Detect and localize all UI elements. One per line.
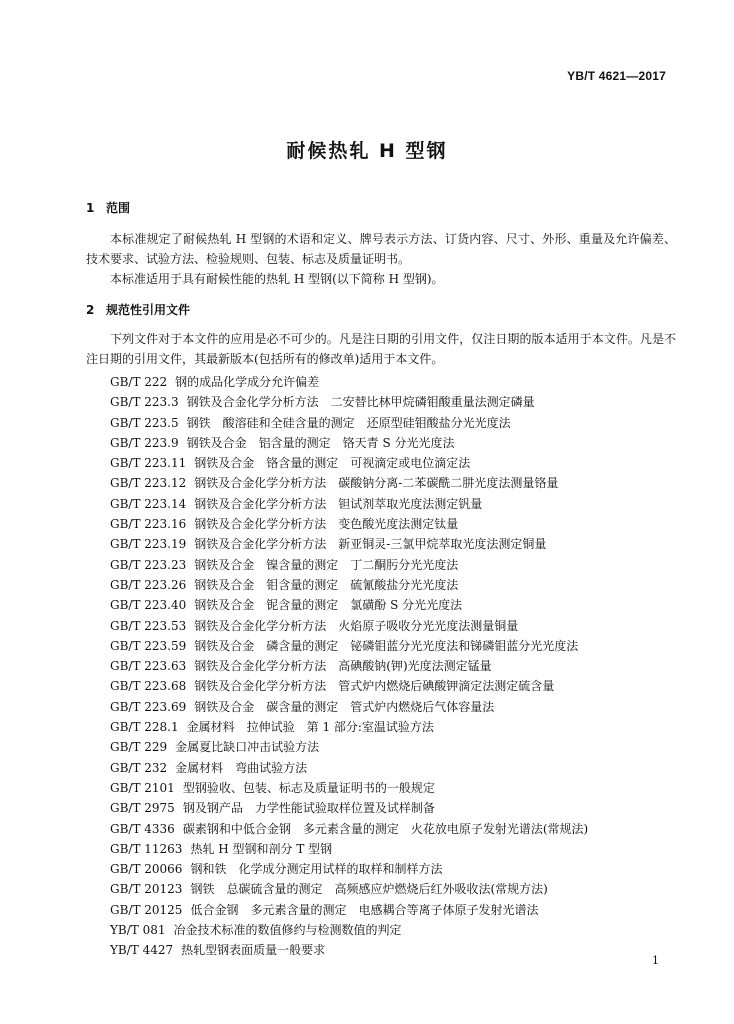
reference-code: GB/T 223.11 — [110, 456, 187, 471]
reference-item — [110, 879, 588, 899]
standard-code: YB/T 4621—2017 — [567, 69, 666, 83]
reference-code: YB/T 081 — [110, 923, 166, 938]
reference-title: 钢铁及合金 铝含量的测定 铬天青 S 分光光度法 — [186, 435, 455, 450]
reference-code: GB/T 223.63 — [110, 659, 187, 674]
reference-item — [110, 758, 588, 778]
reference-code: GB/T 223.5 — [110, 415, 179, 430]
reference-title: 钢铁及合金 碳含量的测定 管式炉内燃烧后气体容量法 — [194, 699, 495, 714]
reference-code: GB/T 229 — [110, 740, 168, 755]
references-intro-paragraph: 下列文件对于本文件的应用是必不可少的。凡是注日期的引用文件，仅注日期的版本适用于本文件。凡是不注日期的引用文件，其最新版本(包括所有的修改单)适用于本文件。 — [86, 332, 676, 366]
reference-code: GB/T 223.26 — [110, 577, 187, 592]
section-number: 1 — [86, 201, 95, 215]
section-heading-normative-references — [86, 301, 190, 318]
reference-code: GB/T 223.23 — [110, 557, 187, 572]
reference-item — [110, 413, 588, 433]
reference-title: 钢铁及合金化学分析方法 碳酸钠分离-二苯碳酰二肼光度法测量铬量 — [194, 476, 559, 491]
reference-code: GB/T 20123 — [110, 882, 183, 897]
reference-title: 钢铁及合金化学分析方法 变色酸光度法测定钛量 — [194, 517, 459, 532]
reference-title: 碳素钢和中低合金钢 多元素含量的测定 火花放电原子发射光谱法(常规法) — [182, 821, 589, 836]
reference-code: GB/T 223.16 — [110, 517, 187, 532]
reference-code: GB/T 223.9 — [110, 435, 179, 450]
section-heading-scope — [86, 199, 130, 216]
reference-item — [110, 433, 588, 453]
reference-title: 钢铁及合金化学分析方法 火焰原子吸收分光光度法测量铜量 — [194, 618, 519, 633]
reference-code: GB/T 11263 — [110, 841, 183, 856]
reference-code: GB/T 2975 — [110, 801, 175, 816]
reference-title: 低合金钢 多元素含量的测定 电感耦合等离子体原子发射光谱法 — [190, 902, 539, 917]
reference-title: 热轧型钢表面质量一般要求 — [181, 943, 326, 958]
reference-code: GB/T 20125 — [110, 902, 183, 917]
reference-title: 金属材料 弯曲试验方法 — [175, 760, 308, 775]
reference-code: GB/T 223.19 — [110, 537, 187, 552]
reference-title: 钢铁及合金 磷含量的测定 铋磷钼蓝分光光度法和锑磷钼蓝分光光度法 — [194, 638, 579, 653]
reference-title: 钢铁及合金 镍含量的测定 丁二酮肟分光光度法 — [194, 557, 459, 572]
reference-title: 冶金技术标准的数值修约与检测数值的判定 — [173, 923, 402, 938]
reference-item — [110, 575, 588, 595]
reference-title: 型钢验收、包装、标志及质量证明书的一般规定 — [182, 780, 435, 795]
reference-code: GB/T 223.40 — [110, 598, 187, 613]
reference-item — [110, 555, 588, 575]
reference-code: GB/T 223.59 — [110, 638, 187, 653]
reference-item — [110, 595, 588, 615]
reference-item — [110, 940, 588, 960]
reference-title: 钢铁 总碳硫含量的测定 高频感应炉燃烧后红外吸收法(常规方法) — [190, 882, 548, 897]
scope-paragraph-2: 本标准适用于具有耐候性能的热轧 H 型钢(以下简称 H 型钢)。 — [110, 272, 444, 286]
reference-item — [110, 920, 588, 940]
page-number: 1 — [652, 954, 659, 967]
reference-title: 金属材料 拉伸试验 第 1 部分:室温试验方法 — [186, 720, 434, 735]
reference-item — [110, 900, 588, 920]
reference-title: 钢铁及合金化学分析方法 钽试剂萃取光度法测定钒量 — [194, 496, 483, 511]
reference-code: GB/T 223.12 — [110, 476, 187, 491]
reference-title: 钢铁及合金 铬含量的测定 可视滴定或电位滴定法 — [194, 456, 471, 471]
reference-title: 钢和铁 化学成分测定用试样的取样和制样方法 — [190, 862, 443, 877]
reference-title: 钢铁及合金 钼含量的测定 硫氰酸盐分光光度法 — [194, 577, 459, 592]
reference-title: 钢的成品化学成分允许偏差 — [175, 375, 320, 389]
reference-item — [110, 656, 588, 676]
reference-list — [110, 372, 588, 961]
reference-item — [110, 676, 588, 696]
reference-item — [110, 737, 588, 757]
reference-title: 金属夏比缺口冲击试验方法 — [175, 740, 320, 755]
reference-title: 钢铁及合金化学分析方法 新亚铜灵-三氯甲烷萃取光度法测定铜量 — [194, 537, 547, 552]
reference-item — [110, 717, 588, 737]
reference-code: GB/T 232 — [110, 760, 168, 775]
reference-code: GB/T 222 — [110, 375, 168, 389]
reference-title: 钢铁及合金化学分析方法 高碘酸钠(钾)光度法测定锰量 — [194, 659, 492, 674]
reference-code: GB/T 223.14 — [110, 496, 187, 511]
reference-item — [110, 453, 588, 473]
reference-item — [110, 839, 588, 859]
scope-paragraph-1: 本标准规定了耐候热轧 H 型钢的术语和定义、牌号表示方法、订货内容、尺寸、外形、重量及允许偏差、技术要求、试验方法、检验规则、包装、标志及质量证明书。 — [86, 232, 676, 266]
reference-code: GB/T 20066 — [110, 862, 183, 877]
reference-item — [110, 473, 588, 493]
reference-title: 钢铁及合金化学分析方法 二安替比林甲烷磷钼酸重量法测定磷量 — [186, 395, 535, 410]
reference-code: GB/T 2101 — [110, 780, 175, 795]
reference-item — [110, 778, 588, 798]
reference-code: GB/T 223.69 — [110, 699, 187, 714]
section-number: 2 — [86, 303, 95, 317]
reference-item — [110, 859, 588, 879]
reference-title: 钢铁及合金 铌含量的测定 氯磺酚 S 分光光度法 — [194, 598, 463, 613]
reference-title: 热轧 H 型钢和剖分 T 型钢 — [190, 841, 333, 856]
document-title: 耐候热轧 H 型钢 — [286, 140, 448, 162]
reference-title: 钢铁 酸溶硅和全硅含量的测定 还原型硅钼酸盐分光光度法 — [186, 415, 511, 430]
reference-item — [110, 697, 588, 717]
reference-item — [110, 798, 588, 818]
reference-code: GB/T 228.1 — [110, 720, 179, 735]
reference-code: GB/T 4336 — [110, 821, 175, 836]
reference-item — [110, 372, 588, 392]
reference-code: GB/T 223.53 — [110, 618, 187, 633]
reference-item — [110, 392, 588, 412]
reference-item — [110, 636, 588, 656]
reference-item — [110, 616, 588, 636]
reference-item — [110, 494, 588, 514]
reference-title: 钢铁及合金化学分析方法 管式炉内燃烧后碘酸钾滴定法测定硫含量 — [194, 679, 555, 694]
reference-code: GB/T 223.3 — [110, 395, 179, 410]
reference-code: GB/T 223.68 — [110, 679, 187, 694]
section-title: 规范性引用文件 — [106, 303, 191, 317]
reference-title: 钢及钢产品 力学性能试验取样位置及试样制备 — [182, 801, 435, 816]
reference-item — [110, 534, 588, 554]
reference-item — [110, 514, 588, 534]
section-title: 范围 — [106, 201, 131, 215]
reference-item — [110, 819, 588, 839]
reference-code: YB/T 4427 — [110, 943, 174, 958]
